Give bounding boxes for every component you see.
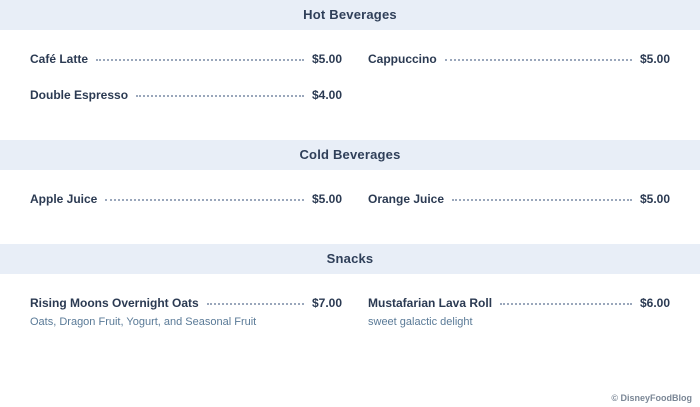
leader-dots [445,55,632,61]
section-spacer [30,102,670,140]
section-body [0,30,700,140]
menu-item-name: Double Espresso [30,88,129,102]
menu-item-line [30,88,342,102]
menu-item[interactable] [368,296,670,328]
menu-item-name: Café Latte [30,52,89,66]
menu-item-price: $5.00 [311,52,342,66]
leader-dots [452,195,632,201]
menu-item-name: Mustafarian Lava Roll [368,296,493,310]
section-body [0,170,700,244]
menu-item[interactable] [368,192,670,206]
menu-column-left [30,170,350,206]
menu-item-price: $4.00 [311,88,342,102]
menu-item[interactable] [30,52,342,66]
section-header: Hot Beverages [0,0,700,30]
menu-item-name: Rising Moons Overnight Oats [30,296,199,310]
menu-item-line [368,192,670,206]
menu-item-line [30,192,342,206]
menu-section-cold-beverages [0,140,700,244]
menu-item-line [30,296,342,310]
menu-row [30,274,670,328]
menu-item-price: $5.00 [311,192,342,206]
menu-column-right [350,274,670,328]
menu-item-description: sweet galactic delight [368,316,473,328]
section-body [0,274,700,328]
leader-dots [207,299,304,305]
menu-section-snacks [0,244,700,328]
menu-item-name: Cappuccino [368,52,437,66]
menu-item-name: Apple Juice [30,192,98,206]
menu-column-left [30,274,350,328]
menu-item-name: Orange Juice [368,192,445,206]
menu-item-price: $7.00 [311,296,342,310]
section-header: Snacks [0,244,700,274]
menu-item[interactable] [30,296,342,328]
leader-dots [500,299,632,305]
watermark-credit: © DisneyFoodBlog [611,393,692,403]
menu-item-price: $6.00 [639,296,670,310]
menu-item-price: $5.00 [639,52,670,66]
leader-dots [136,91,304,97]
menu-item-line [368,296,670,310]
menu-column-right [350,170,670,206]
menu-item-description: Oats, Dragon Fruit, Yogurt, and Seasonal Fruit [30,316,257,328]
menu-row [30,170,670,206]
section-header: Cold Beverages [0,140,700,170]
leader-dots [96,55,304,61]
menu-item[interactable] [30,88,342,102]
menu-column-right [350,30,670,102]
menu-item[interactable] [368,52,670,66]
menu-item[interactable] [30,192,342,206]
menu-item-line [30,52,342,66]
menu-item-line [368,52,670,66]
section-spacer [30,206,670,244]
menu-row [30,30,670,102]
leader-dots [105,195,304,201]
menu-item-price: $5.00 [639,192,670,206]
menu-column-left [30,30,350,102]
menu-section-hot-beverages [0,0,700,140]
